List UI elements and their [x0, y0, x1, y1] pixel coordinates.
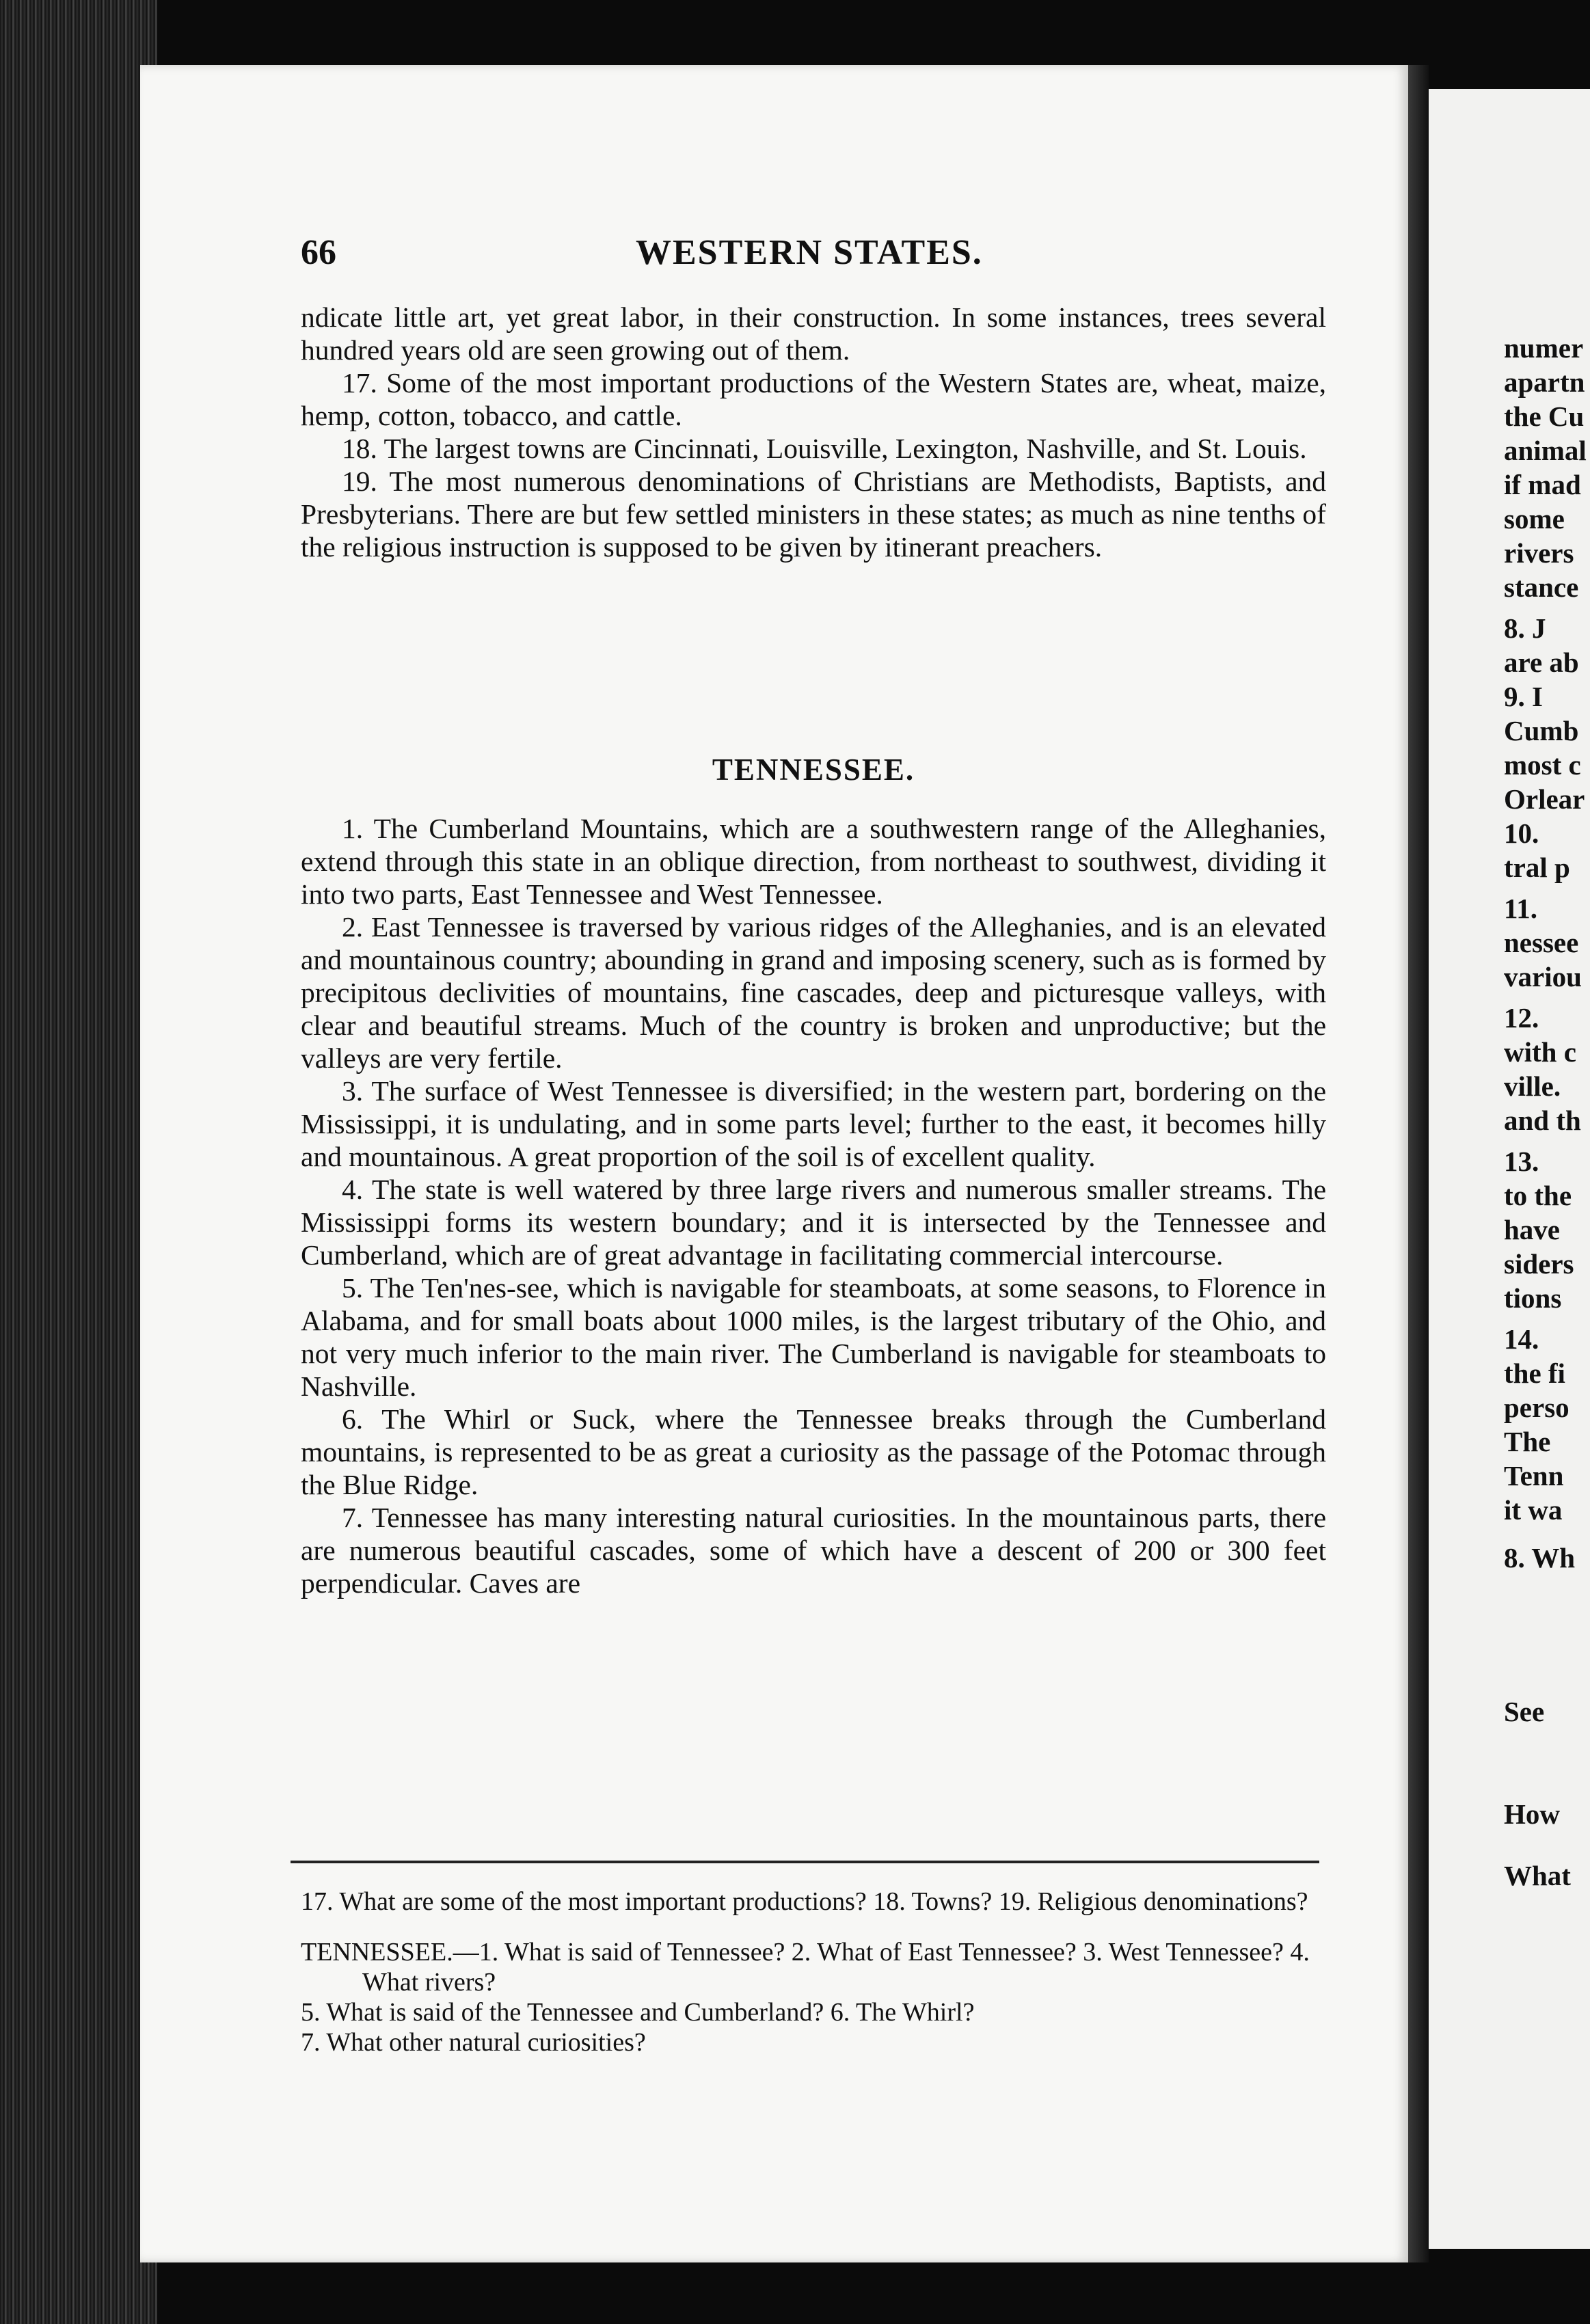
right-page-fragment: tions: [1504, 1282, 1562, 1314]
right-page-fragment: if mad: [1504, 469, 1581, 500]
book-spine: [0, 0, 157, 2324]
body-main: [301, 812, 1326, 1599]
right-page-fragment: animal: [1504, 435, 1587, 466]
right-page-fragment: Orlear: [1504, 783, 1585, 815]
right-page-fragment: How: [1504, 1798, 1560, 1830]
right-page-fragment: 9. I: [1504, 681, 1543, 712]
right-page-fragment: siders: [1504, 1248, 1574, 1280]
body-top: [301, 301, 1326, 563]
section-title: TENNESSEE.: [712, 753, 915, 787]
right-page-fragment: What: [1504, 1860, 1571, 1891]
right-page-fragment: 8. Wh: [1504, 1542, 1576, 1573]
right-page-fragment: 10.: [1504, 818, 1539, 849]
paragraph: 17. Some of the most important productions of the Western States are, wheat, maize, hemp, cotton, tobacco, and cattle.: [301, 367, 1326, 431]
paragraph: 18. The largest towns are Cincinnati, Louisville, Lexington, Nashville, and St. Louis.: [342, 433, 1307, 464]
right-page-fragment: the fi: [1504, 1357, 1565, 1389]
paragraph: 2. East Tennessee is traversed by various ridges of the Alleghanies, and is an elevated and mountainous country; abounding in grand and imposing scenery, such as is formed by precipitous declivities of mountains, fine cascades, deep and picturesque valleys, with clear and beautiful streams. Much of the country is broken and unproductive; but the valleys are very fertile.: [301, 911, 1326, 1074]
right-page-fragment: nessee: [1504, 927, 1579, 958]
right-page-fragment: numer: [1504, 332, 1584, 364]
right-page-fragment: have: [1504, 1214, 1560, 1245]
page-gutter: [1408, 65, 1429, 2262]
right-page-fragment: 14.: [1504, 1323, 1539, 1355]
page-header: [301, 232, 1326, 287]
right-page-fragment: 8. J: [1504, 612, 1546, 644]
paragraph: 4. The state is well watered by three large rivers and numerous smaller streams. The Mississippi forms its western boundary; and it is intersected by the Tennessee and Cumberland, which are of great advantage in facilitating commercial intercourse.: [301, 1174, 1326, 1271]
right-page-fragment: rivers: [1504, 537, 1574, 569]
right-page-fragment: perso: [1504, 1392, 1569, 1423]
paragraph: 6. The Whirl or Suck, where the Tennessee breaks through the Cumberland mountains, is represented to be as great a curiosity as the passage of the Potomac through the Blue Ridge.: [301, 1403, 1326, 1500]
right-page-fragment: stance: [1504, 571, 1579, 603]
right-page-fragment: tral p: [1504, 852, 1570, 883]
question-item: 5. What is said of the Tennessee and Cumberland? 6. The Whirl?: [301, 1998, 975, 2027]
right-page-fragment: 11.: [1504, 893, 1537, 924]
review-questions: [301, 1887, 1326, 2057]
question-item: TENNESSEE.—1. What is said of Tennessee? 2. What of East Tennessee? 3. West Tennessee? 4. What rivers?: [301, 1938, 1310, 1997]
footnote-rule: [291, 1861, 1319, 1863]
paragraph: 1. The Cumberland Mountains, which are a southwestern range of the Alleghanies, extend through this state in an oblique direction, from northeast to southwest, dividing it into two parts, East Tennessee and West Tennessee.: [301, 813, 1326, 910]
right-page-fragment: See: [1504, 1696, 1545, 1727]
right-page-fragment: apartn: [1504, 366, 1585, 398]
right-page-fragment: some: [1504, 503, 1565, 535]
right-page-fragment: ville.: [1504, 1070, 1561, 1102]
right-page-fragment: and th: [1504, 1105, 1581, 1136]
paragraph: 3. The surface of West Tennessee is diversified; in the western part, bordering on the Mississippi, it is undulating, and in some parts level; further to the east, it becomes hilly and mountainous. A great proportion of the soil is of excellent quality.: [301, 1075, 1326, 1172]
paragraph: ndicate little art, yet great labor, in their construction. In some instances, trees several hundred years old are seen growing out of them.: [301, 301, 1326, 366]
right-page-fragment: variou: [1504, 961, 1582, 992]
paragraph: 19. The most numerous denominations of Christians are Methodists, Baptists, and Presbyterians. There are but few settled ministers in these states; as much as nine tenths of the religious instruction is supposed to be given by itinerant preachers.: [301, 465, 1326, 563]
right-page-fragment: The: [1504, 1426, 1551, 1457]
right-page-fragment: Tenn: [1504, 1460, 1564, 1491]
paragraph: 5. The Ten'nes-see, which is navigable for steamboats, at some seasons, to Florence in Alabama, and for small boats about 1000 miles, is the largest tributary of the Ohio, and not very much inferior to the main river. The Cumberland is navigable for steamboats to Nashville.: [301, 1272, 1326, 1402]
running-head: WESTERN STATES.: [636, 233, 983, 272]
right-page-fragment: to the: [1504, 1180, 1572, 1211]
right-page-fragment: most c: [1504, 749, 1581, 781]
right-page-fragment: 12.: [1504, 1002, 1539, 1033]
page-number: 66: [301, 233, 336, 272]
right-page-fragment: with c: [1504, 1036, 1576, 1068]
question-item: 7. What other natural curiosities?: [301, 2028, 646, 2057]
right-page-fragment: it wa: [1504, 1494, 1563, 1526]
question-item: 17. What are some of the most important productions? 18. Towns? 19. Religious denominations?: [301, 1887, 1308, 1916]
right-page-fragment: Cumb: [1504, 715, 1579, 746]
right-page-fragment: are ab: [1504, 647, 1579, 678]
paragraph: 7. Tennessee has many interesting natural curiosities. In the mountainous parts, there are numerous beautiful cascades, some of which have a descent of 200 or 300 feet perpendicular. Caves are: [301, 1502, 1326, 1599]
right-page-fragment: 13.: [1504, 1146, 1539, 1177]
right-page-fragment: the Cu: [1504, 401, 1585, 432]
